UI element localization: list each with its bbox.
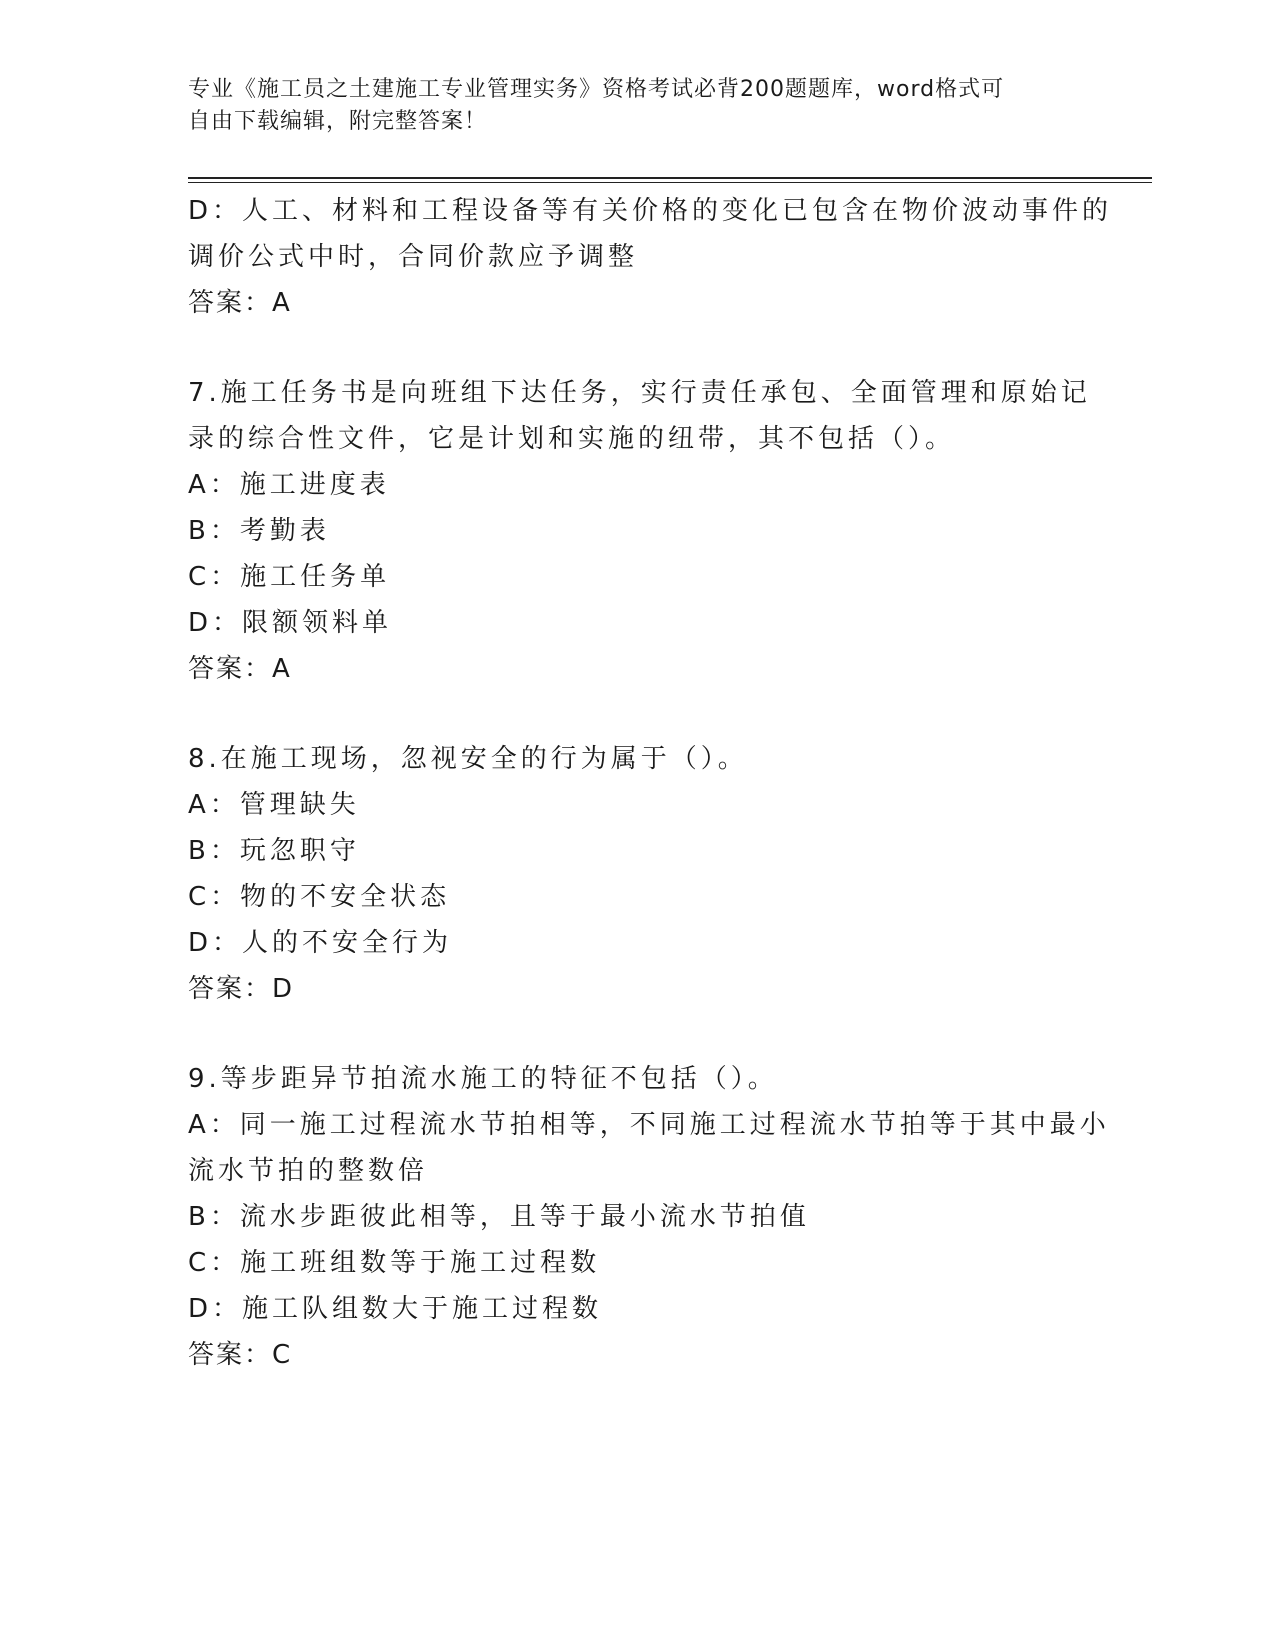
option-d-line2: 调价公式中时，合同价款应予调整 (188, 242, 639, 272)
answer (188, 646, 1088, 692)
option-c: C：施工班组数等于施工过程数 (188, 1248, 601, 1278)
answer-label: 答案： (188, 1340, 273, 1370)
option-d: D：限额领料单 (188, 608, 393, 638)
spacer (188, 692, 1088, 736)
answer-value: C (272, 1340, 291, 1370)
question-stem-line1: 9.等步距异节拍流水施工的特征不包括（）。 (188, 1064, 778, 1094)
question-list (188, 188, 1113, 1378)
answer (188, 1332, 1088, 1378)
option-b: B：流水步距彼此相等，且等于最小流水节拍值 (188, 1202, 810, 1232)
document-header (188, 74, 1068, 138)
option-c: C：物的不安全状态 (188, 882, 451, 912)
question-stem-line1: 7.施工任务书是向班组下达任务，实行责任承包、全面管理和原始记 (188, 378, 1091, 408)
header-title-line1: 专业《施工员之土建施工专业管理实务》资格考试必背200题题库，word格式可 (188, 77, 1005, 102)
option-d: D：人的不安全行为 (188, 928, 453, 958)
spacer (188, 326, 1088, 370)
header-divider-thick (188, 177, 1152, 179)
answer-label: 答案： (188, 974, 273, 1004)
question-9 (188, 1056, 1110, 1378)
answer-value: A (272, 654, 290, 684)
header-title-line2: 自由下载编辑，附完整答案！ (188, 109, 488, 134)
option-d: D：施工队组数大于施工过程数 (188, 1294, 603, 1324)
answer-label: 答案： (188, 288, 273, 318)
option-b: B：玩忽职守 (188, 836, 360, 866)
option-a: A：管理缺失 (188, 790, 360, 820)
option-a: A：施工进度表 (188, 470, 390, 500)
option-b: B：考勤表 (188, 516, 330, 546)
answer-value: D (272, 974, 293, 1004)
answer (188, 280, 1088, 326)
answer-label: 答案： (188, 654, 273, 684)
question-8 (188, 736, 1088, 1012)
option-a-line1: A：同一施工过程流水节拍相等，不同施工过程流水节拍等于其中最小 (188, 1110, 1110, 1140)
question-fragment-6 (188, 188, 1113, 326)
answer (188, 966, 1088, 1012)
option-c: C：施工任务单 (188, 562, 391, 592)
option-d-line1: D：人工、材料和工程设备等有关价格的变化已包含在物价波动事件的 (188, 196, 1113, 226)
question-stem-line1: 8.在施工现场，忽视安全的行为属于（）。 (188, 744, 748, 774)
spacer (188, 1012, 1088, 1056)
header-divider-thin (188, 182, 1152, 183)
question-7 (188, 370, 1091, 692)
question-stem-line2: 录的综合性文件，它是计划和实施的纽带，其不包括（）。 (188, 424, 956, 454)
answer-value: A (272, 288, 290, 318)
option-a-line2: 流水节拍的整数倍 (188, 1156, 429, 1186)
